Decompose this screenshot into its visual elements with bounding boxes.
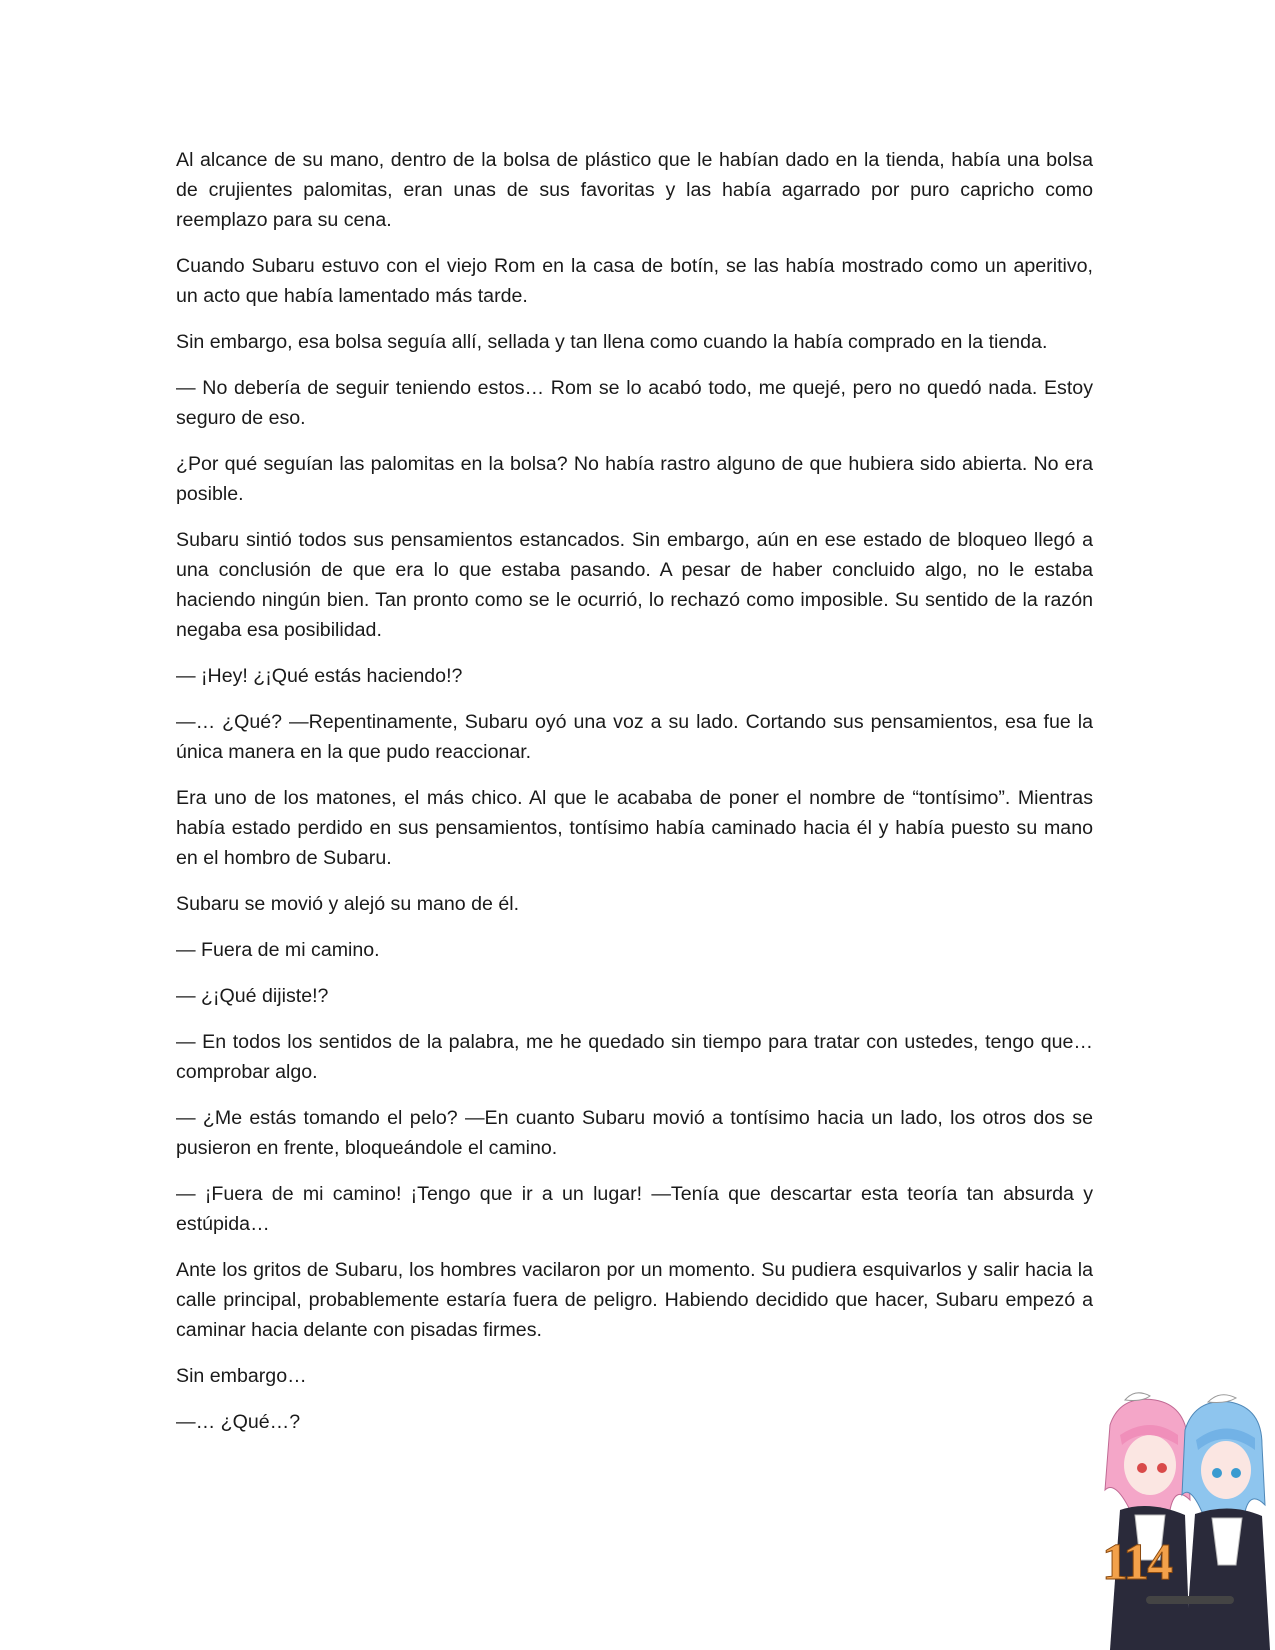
paragraph: Subaru sintió todos sus pensamientos estancados. Sin embargo, aún en ese estado de bloqueo llegó a una conclusión de que era lo que estaba pasando. A pesar de haber concluido algo, no le estaba haciendo ningún bien. Tan pronto como se le ocurrió, lo rechazó como imposible. Su sentido de la razón negaba esa posibilidad. xyxy=(176,529,1093,641)
paragraph: Sin embargo, esa bolsa seguía allí, sellada y tan llena como cuando la había comprado en la tienda. xyxy=(176,331,1048,353)
paragraph: Era uno de los matones, el más chico. Al que le acababa de poner el nombre de “tontísimo”. Mientras había estado perdido en sus pensamientos, tontísimo había caminado hacia él y había puesto su mano en el hombro de Subaru. xyxy=(176,787,1093,869)
page-body xyxy=(176,145,1093,1453)
paragraph: Cuando Subaru estuvo con el viejo Rom en la casa de botín, se las había mostrado como un aperitivo, un acto que había lamentado más tarde. xyxy=(176,255,1093,307)
paragraph: Subaru se movió y alejó su mano de él. xyxy=(176,893,520,915)
page-number: 114 xyxy=(1102,1534,1172,1591)
paragraph: —… ¿Qué…? xyxy=(176,1411,301,1433)
paragraph: — En todos los sentidos de la palabra, me he quedado sin tiempo para tratar con ustedes, tengo que… comprobar algo. xyxy=(176,1031,1093,1083)
paragraph: — No debería de seguir teniendo estos… Rom se lo acabó todo, me quejé, pero no quedó nada. Estoy seguro de eso. xyxy=(176,377,1093,429)
paragraph: —… ¿Qué? —Repentinamente, Subaru oyó una voz a su lado. Cortando sus pensamientos, esa fue la única manera en la que pudo reaccionar. xyxy=(176,711,1093,763)
paragraph: — Fuera de mi camino. xyxy=(176,939,380,961)
paragraph: — ¿Me estás tomando el pelo? —En cuanto Subaru movió a tontísimo hacia un lado, los otros dos se pusieron en frente, bloqueándole el camino. xyxy=(176,1107,1093,1159)
paragraph: Ante los gritos de Subaru, los hombres vacilaron por un momento. Su pudiera esquivarlos y salir hacia la calle principal, probablemente estaría fuera de peligro. Habiendo decidido que hacer, Subaru empezó a caminar hacia delante con pisadas firmes. xyxy=(176,1259,1093,1341)
paragraph: Sin embargo… xyxy=(176,1365,307,1387)
paragraph: Al alcance de su mano, dentro de la bolsa de plástico que le habían dado en la tienda, había una bolsa de crujientes palomitas, eran unas de sus favoritas y las había agarrado por puro capricho como reemplazo para su cena. xyxy=(176,149,1093,231)
paragraph: ¿Por qué seguían las palomitas en la bolsa? No había rastro alguno de que hubiera sido abierta. No era posible. xyxy=(176,453,1093,505)
maid-twins-illustration xyxy=(1090,1390,1275,1650)
paragraph: — ¡Fuera de mi camino! ¡Tengo que ir a un lugar! —Tenía que descartar esta teoría tan absurda y estúpida… xyxy=(176,1183,1093,1235)
paragraph: — ¿¡Qué dijiste!? xyxy=(176,985,329,1007)
paragraph: — ¡Hey! ¿¡Qué estás haciendo!? xyxy=(176,665,463,687)
